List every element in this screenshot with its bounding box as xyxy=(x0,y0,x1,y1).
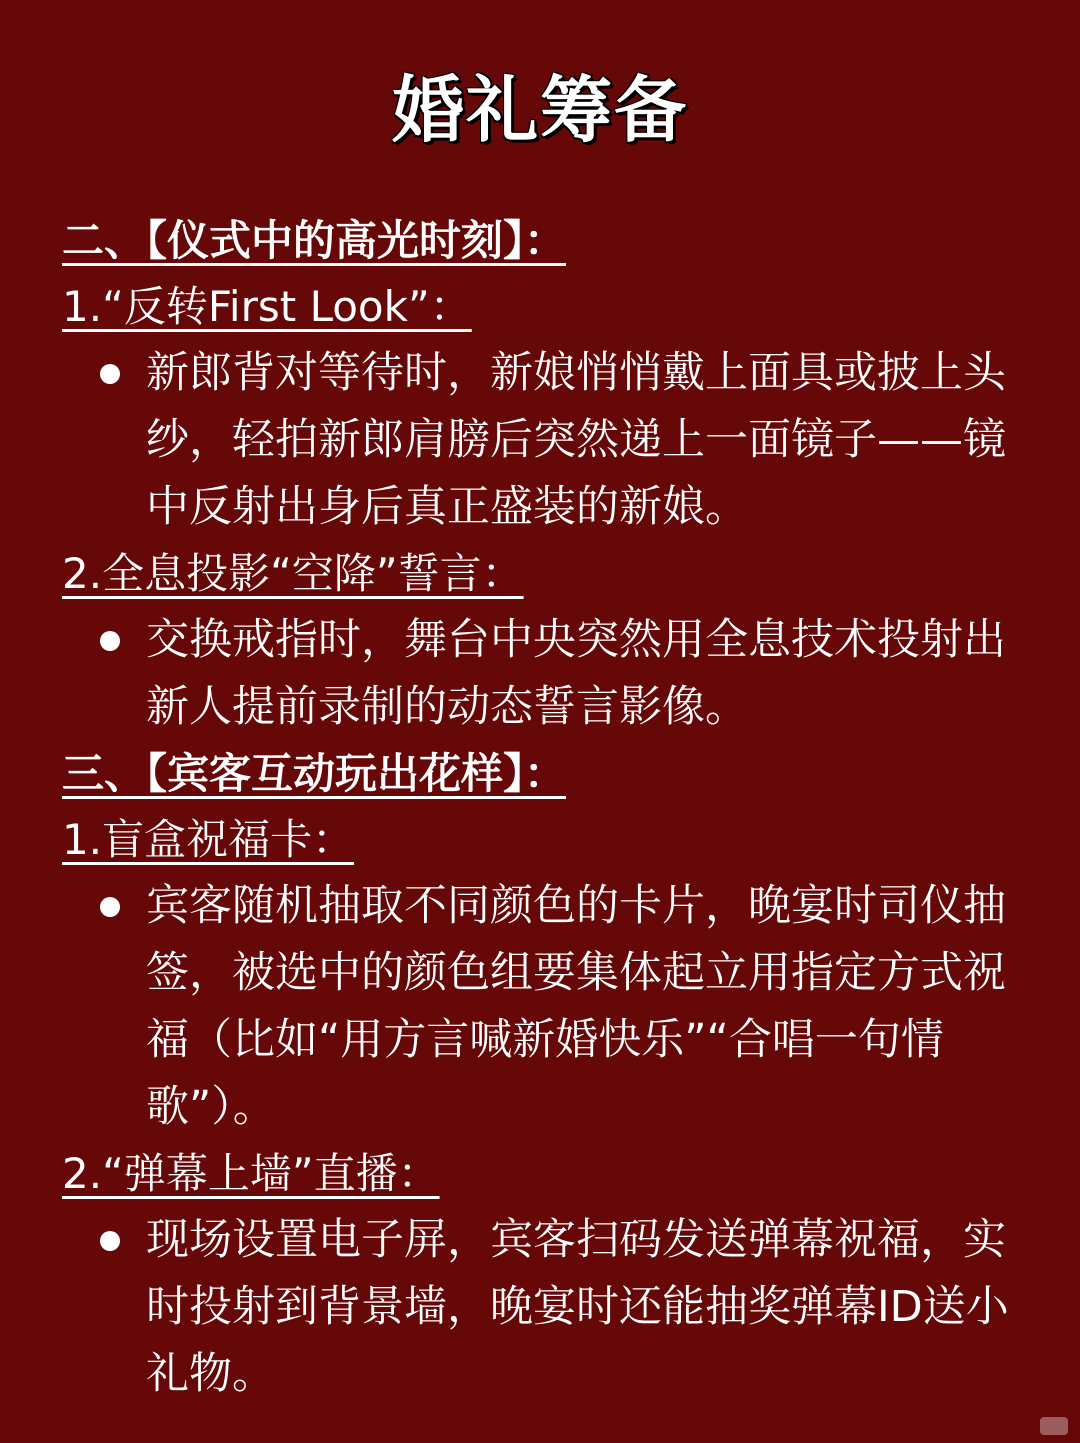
bullet-text: 现场设置电子屏，宾客扫码发送弹幕祝福，实时投射到背景墙，晚宴时还能抽奖弹幕ID送小礼物。 xyxy=(146,1215,1009,1399)
list-item xyxy=(100,340,1020,541)
section-heading-ceremony: 二、【仪式中的高光时刻】： xyxy=(62,216,567,265)
bullet-icon xyxy=(100,1231,120,1251)
list-item xyxy=(100,1207,1020,1408)
item-heading-blind-box: 1.盲盒祝福卡： xyxy=(62,815,355,864)
list-item xyxy=(100,607,1020,741)
bullet-text: 宾客随机抽取不同颜色的卡片，晚宴时司仪抽签，被选中的颜色组要集体起立用指定方式祝福（比如“用方言喊新婚快乐”“合唱一句情歌”）。 xyxy=(146,881,1006,1132)
article-body xyxy=(62,208,1022,1408)
bullet-text: 交换戒指时，舞台中央突然用全息技术投射出新人提前录制的动态誓言影像。 xyxy=(146,615,1006,732)
list-item xyxy=(100,873,1020,1141)
bullet-icon xyxy=(100,897,120,917)
section-heading-guests: 三、【宾客互动玩出花样】： xyxy=(62,749,567,798)
watermark-logo xyxy=(1040,1417,1068,1435)
bullet-icon xyxy=(100,364,120,384)
item-heading-hologram: 2.全息投影“空降”誓言： xyxy=(62,549,524,598)
bullet-icon xyxy=(100,631,120,651)
bullet-text: 新郎背对等待时，新娘悄悄戴上面具或披上头纱，轻拍新郎肩膀后突然递上一面镜子——镜中反射出身后真正盛装的新娘。 xyxy=(146,348,1006,532)
item-heading-danmaku: 2.“弹幕上墙”直播： xyxy=(62,1149,440,1198)
item-heading-first-look: 1.“反转First Look”： xyxy=(62,282,472,331)
page-title: 婚礼筹备 xyxy=(391,68,688,152)
